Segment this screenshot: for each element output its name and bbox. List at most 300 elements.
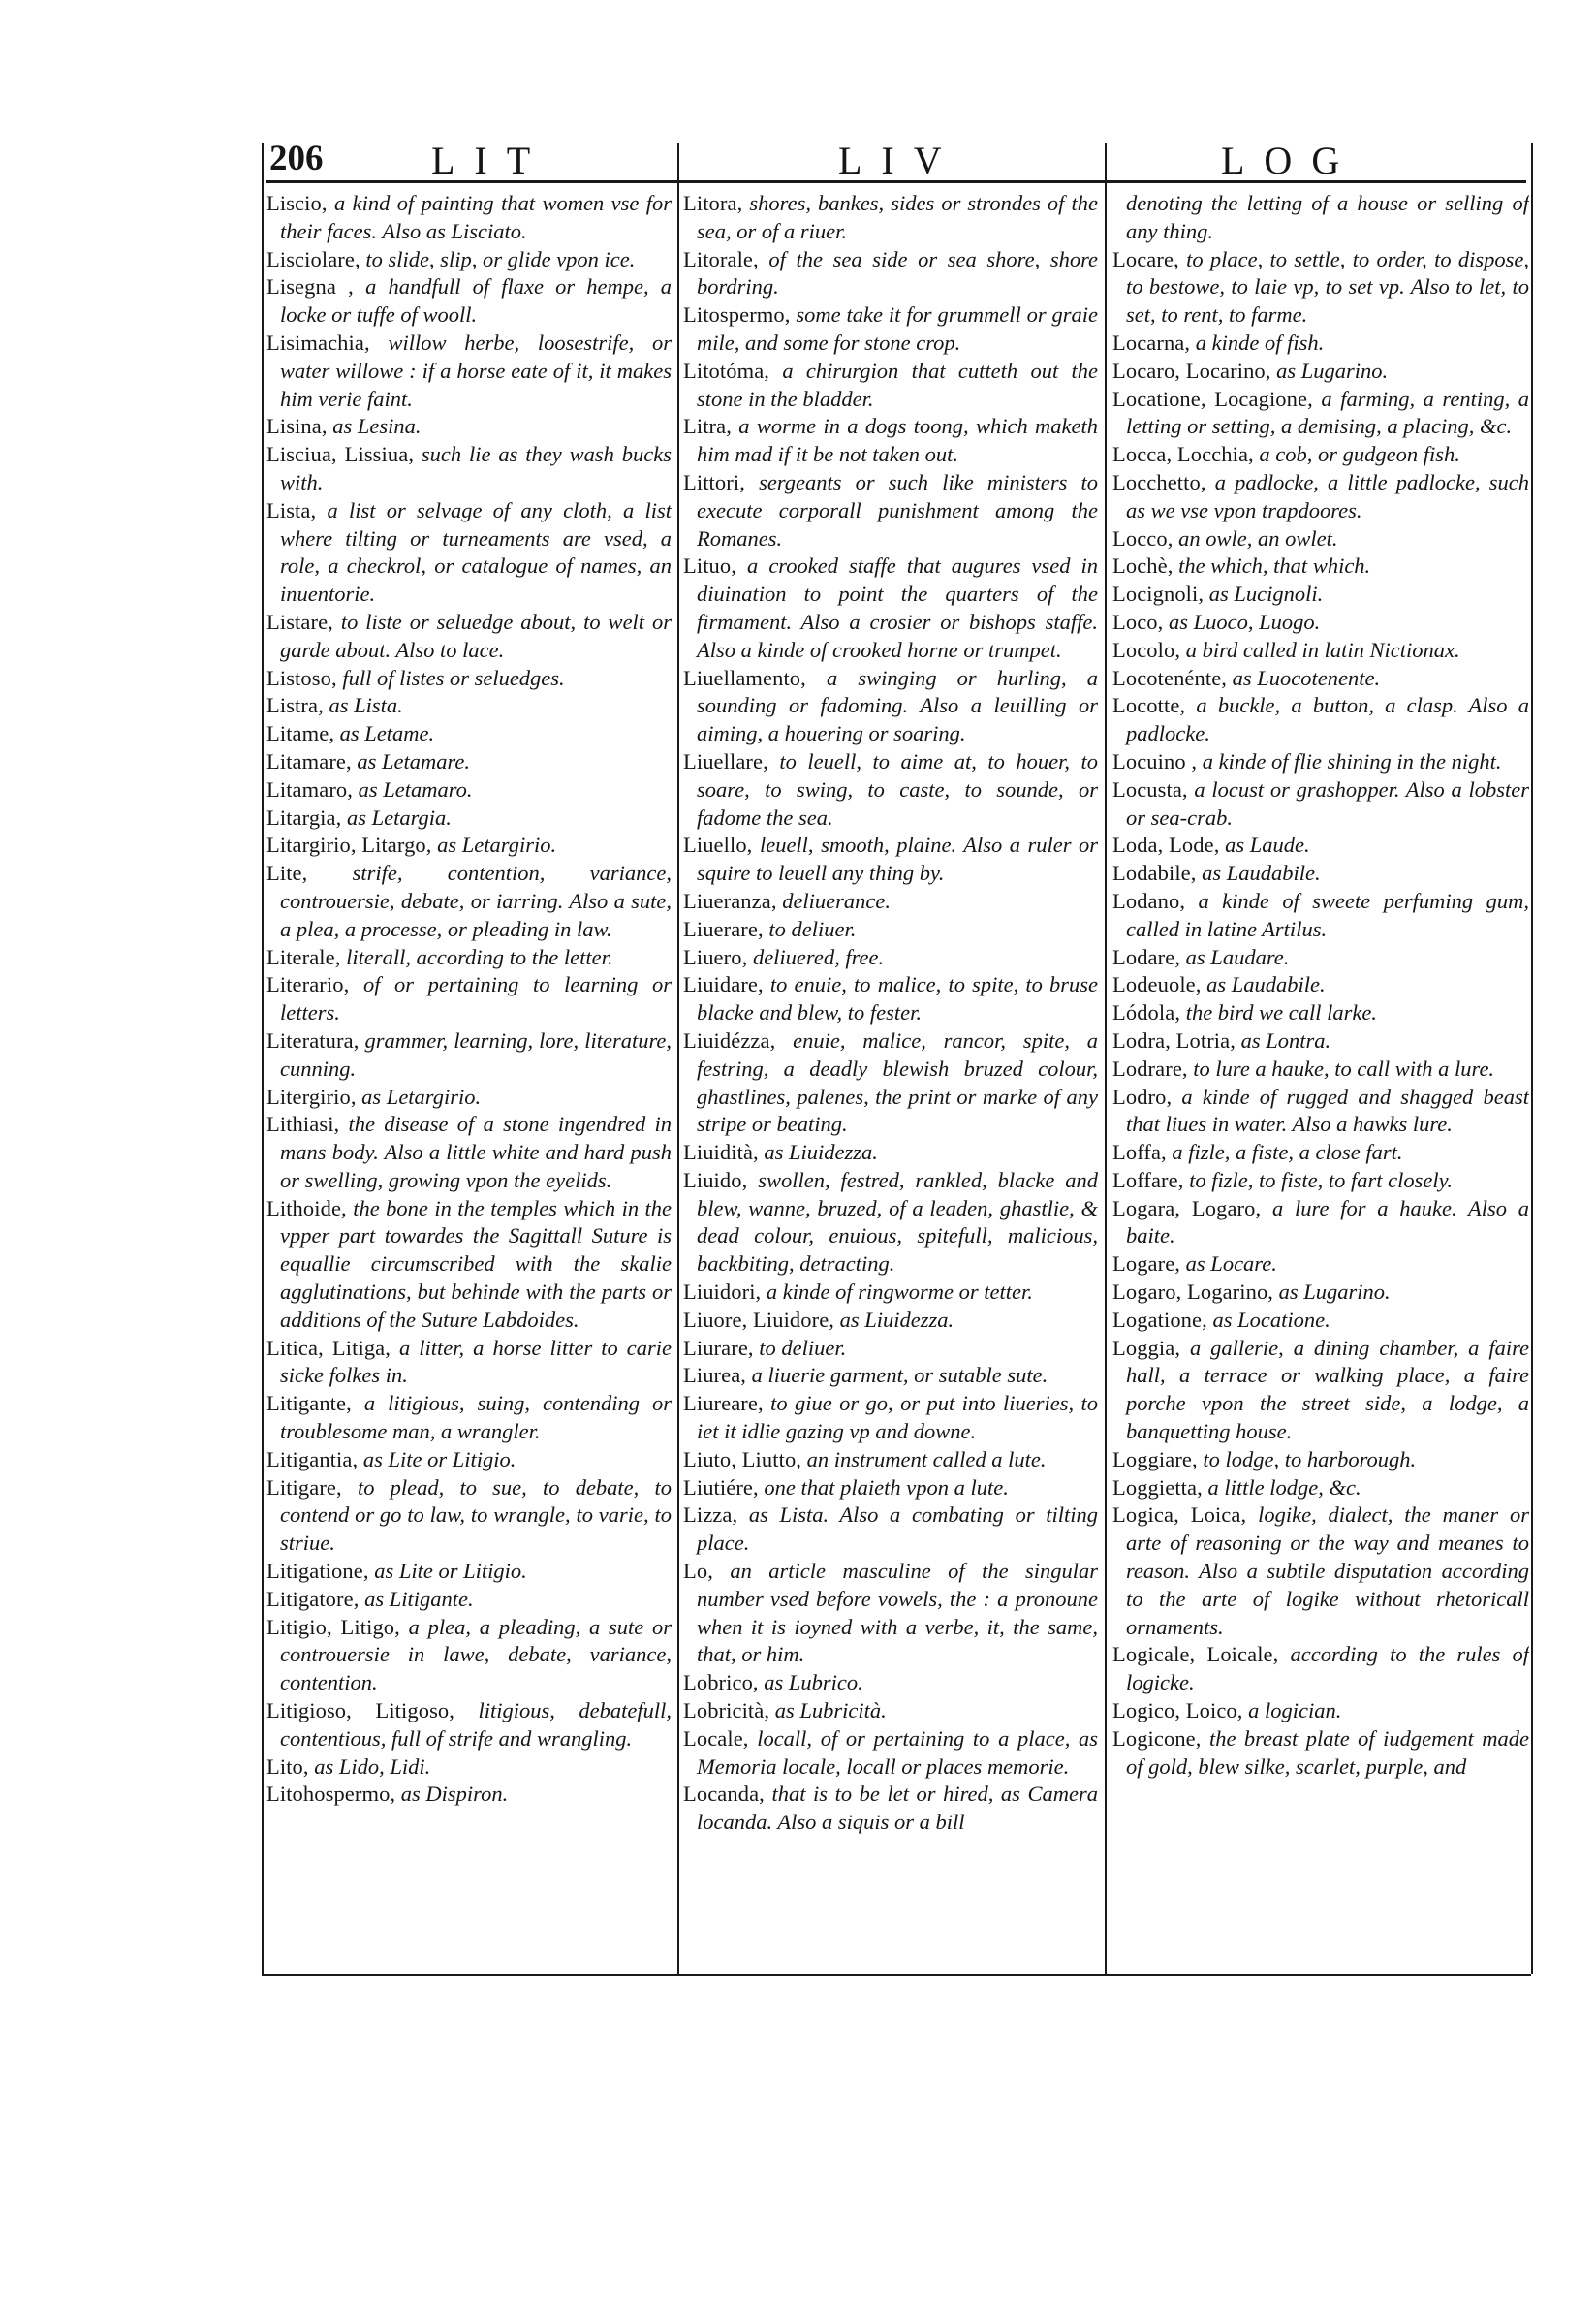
headword: Lodeuole,: [1112, 972, 1202, 997]
headword: Liuto, Liutto,: [683, 1446, 802, 1471]
dictionary-entry: [266, 246, 672, 274]
dictionary-entry: [1112, 748, 1529, 776]
headword: Loda, Lode,: [1112, 833, 1220, 858]
definition: a cob, or gudgeon fish.: [1259, 442, 1460, 467]
definition: a kinde of sweete perfuming gum, called in latine Artilus.: [1126, 888, 1529, 941]
definition: a logician.: [1248, 1698, 1342, 1723]
definition: strife, contention, variance, controuersie, debate, or iarring. Also a sute, a plea, a processe, or pleading in law.: [280, 861, 672, 941]
dictionary-entry: [266, 860, 672, 943]
dictionary-entry: [1112, 1279, 1529, 1307]
definition: an article masculine of the singular number vsed before vowels, the : a pronoune when it is ioyned with a verbe, it, the same, that, or him.: [697, 1559, 1098, 1667]
definition: a fizle, a fiste, a close fart.: [1172, 1140, 1403, 1165]
dictionary-entry: [683, 665, 1098, 748]
headword: Locotte,: [1112, 693, 1186, 718]
headword: Lithiasi,: [266, 1112, 340, 1137]
definition: literall, according to the letter.: [346, 944, 613, 969]
dictionary-entry: [266, 1474, 672, 1558]
headword: Lobricità,: [683, 1698, 770, 1723]
page-number: 206: [269, 139, 324, 178]
definition: to plead, to sue, to debate, to contend or go to law, to wrangle, to varie, to striue.: [280, 1474, 672, 1556]
dictionary-entry: [266, 1614, 672, 1697]
dictionary-entry: [1112, 1446, 1529, 1474]
definition: as Locare.: [1185, 1251, 1277, 1277]
dictionary-entry: [266, 190, 672, 246]
definition: as Laudabile.: [1206, 972, 1326, 997]
definition: as Lubricità.: [774, 1698, 887, 1723]
definition: to deliuer.: [768, 916, 857, 941]
definition: to giue or go, or put into liueries, to iet it idlie gazing vp and downe.: [697, 1391, 1098, 1444]
definition: as Lubrico.: [764, 1670, 863, 1695]
dictionary-entry: [683, 1501, 1098, 1558]
dictionary-entry: [266, 748, 672, 776]
headword: Loffa,: [1112, 1140, 1167, 1165]
dictionary-entry: [1112, 386, 1529, 442]
headword: Lodrare,: [1112, 1056, 1188, 1081]
headword: Litergirio,: [266, 1084, 357, 1109]
definition: to enuie, to malice, to spite, to bruse blacke and blew, to fester.: [697, 972, 1098, 1026]
headword: Locchetto,: [1112, 469, 1206, 494]
headword: Locotenénte,: [1112, 665, 1228, 690]
definition: to place, to settle, to order, to dispose, to bestowe, to laie vp, to set vp. Also to let, to set, to rent, to farme.: [1126, 246, 1529, 328]
dictionary-entry: [1112, 888, 1529, 944]
dictionary-entry: [1112, 1084, 1529, 1140]
dictionary-entry: [1112, 441, 1529, 469]
dictionary-entry: [1112, 1027, 1529, 1056]
dictionary-entry: [683, 301, 1098, 358]
dictionary-entry: [683, 413, 1098, 469]
dictionary-entry: [266, 441, 672, 497]
definition: a kind of painting that women vse for their faces. Also as Lisciato.: [280, 191, 672, 243]
definition: a little lodge, &c.: [1207, 1474, 1361, 1500]
dictionary-entry: [1112, 1335, 1529, 1446]
headword: Lobrico,: [683, 1670, 759, 1695]
definition: grammer, learning, lore, literature, cunning.: [280, 1027, 672, 1081]
dictionary-entry: [683, 246, 1098, 302]
headword: Litigatione,: [266, 1559, 369, 1584]
definition: sergeants or such like ministers to execute corporall punishment among the Romanes.: [697, 469, 1098, 551]
headword: Logaro, Logarino,: [1112, 1279, 1274, 1305]
definition: as Dispiron.: [400, 1782, 509, 1807]
headword: Lista,: [266, 497, 317, 522]
dictionary-entry: [1112, 1725, 1529, 1782]
definition: a lure for a hauke. Also a baite.: [1126, 1195, 1529, 1248]
headword: Lisciolare,: [266, 246, 360, 271]
dictionary-entry: [683, 469, 1098, 553]
definition: willow herbe, loosestrife, or water willowe : if a horse eate of it, it makes him verie faint.: [280, 330, 672, 411]
dictionary-entry: [266, 1111, 672, 1194]
headword: Liureare,: [683, 1391, 764, 1416]
definition: to lure a hauke, to call with a lure.: [1193, 1056, 1495, 1081]
dictionary-entry: [1112, 860, 1529, 888]
dictionary-entry: [266, 1697, 672, 1753]
definition: as Liuidezza.: [839, 1307, 954, 1332]
headword: Lochè,: [1112, 553, 1174, 579]
dictionary-entry: [683, 1446, 1098, 1474]
dictionary-entry: [266, 1558, 672, 1586]
definition: as Lista. Also a combating or tilting place.: [697, 1502, 1098, 1556]
dictionary-entry: [1112, 776, 1529, 833]
headword: Litotóma,: [683, 358, 770, 383]
headword: Loffare,: [1112, 1167, 1184, 1192]
headword: Loggietta,: [1112, 1474, 1203, 1500]
dictionary-entry: [683, 1390, 1098, 1446]
definition: a kinde of rugged and shagged beast that liues in water. Also a hawks lure.: [1126, 1084, 1529, 1137]
headword: Liuidori,: [683, 1279, 762, 1305]
headword: Littori,: [683, 469, 745, 494]
headword: Logico, Loico,: [1112, 1698, 1243, 1723]
definition: a kinde of fish.: [1195, 330, 1325, 355]
headword: Litigante,: [266, 1391, 352, 1416]
definition: as Letargirio.: [437, 833, 557, 858]
headword: Liurea,: [683, 1363, 747, 1388]
definition: a plea, a pleading, a sute or controuersie in lawe, debate, variance, contention.: [280, 1614, 672, 1695]
headword: Liuidézza,: [683, 1027, 776, 1053]
definition: the breast plate of iudgement made of gold, blew silke, scarlet, purple, and: [1126, 1725, 1529, 1779]
headword: Lodabile,: [1112, 861, 1197, 886]
definition: as Luocotenente.: [1232, 665, 1381, 690]
definition: the disease of a stone ingendred in mans body. Also a little white and hard push or swelling, growing vpon the eyelids.: [280, 1112, 672, 1192]
headword: Locignoli,: [1112, 582, 1205, 607]
dictionary-entry: [1112, 190, 1529, 246]
headword: Litargia,: [266, 805, 342, 830]
definition: as Lite or Litigio.: [374, 1559, 527, 1584]
dictionary-entry: [1112, 637, 1529, 665]
definition: as Locatione.: [1212, 1307, 1330, 1332]
definition: the bird we call larke.: [1185, 1000, 1377, 1026]
headword: Litora,: [683, 191, 743, 215]
headword: Lo,: [683, 1559, 713, 1584]
definition: logike, dialect, the maner or arte of reasoning or the way and meanes to reason. Also a subtile disputation according to the arte of logike without rhetoricall ornaments.: [1126, 1502, 1529, 1639]
headword: Literatura,: [266, 1027, 360, 1053]
headword: Lizza,: [683, 1502, 738, 1528]
definition: as Letamare.: [357, 748, 471, 774]
dictionary-entry: [266, 1195, 672, 1335]
definition: a list or selvage of any cloth, a list where tilting or turneaments are vsed, a role, a checkrol, or catalogue of names, an inuentorie.: [280, 497, 672, 607]
dictionary-entry: [266, 665, 672, 693]
dictionary-entry: [1112, 1056, 1529, 1084]
dictionary-entry: [1112, 469, 1529, 525]
definition: as Lugarino.: [1278, 1279, 1391, 1305]
headword: Locatione, Locagione,: [1112, 386, 1313, 411]
definition: enuie, malice, rancor, spite, a festring, a deadly blewish bruzed colour, ghastlines, palenes, the print or marke of any stripe or beating.: [697, 1027, 1098, 1137]
definition: as Lista.: [329, 693, 403, 718]
definition: shores, bankes, sides or strondes of the sea, or of a riuer.: [697, 191, 1098, 243]
dictionary-entry: [266, 692, 672, 720]
headword: Locuino ,: [1112, 748, 1198, 774]
headword: Litargirio, Litargo,: [266, 833, 432, 858]
definition: a liuerie garment, or sutable sute.: [751, 1363, 1048, 1388]
headword: Literario,: [266, 972, 350, 997]
dictionary-entry: [683, 1781, 1098, 1837]
definition: denoting the letting of a house or selling of any thing.: [1126, 191, 1529, 243]
headword: Listra,: [266, 693, 324, 718]
definition: swollen, festred, rankled, blacke and blew, wanne, bruzed, of a leaden, ghastlie, & dead colour, enuious, spitefull, malicious, backbiting, detracting.: [697, 1167, 1098, 1277]
dictionary-entry: [1112, 1307, 1529, 1335]
dictionary-entry: [683, 553, 1098, 664]
definition: a gallerie, a dining chamber, a faire hall, a terrace or walking place, a faire porche vpon the street side, a lodge, a banquetting house.: [1126, 1335, 1529, 1444]
column-rule: [262, 143, 264, 1974]
dictionary-entry: [266, 805, 672, 833]
dictionary-entry: [683, 748, 1098, 832]
definition: as Lido, Lidi.: [314, 1753, 431, 1779]
dictionary-entry: [683, 1697, 1098, 1725]
headword: Litigio, Litigo,: [266, 1614, 400, 1639]
dictionary-entry: [266, 1084, 672, 1112]
definition: as Lite or Litigio.: [362, 1446, 516, 1471]
headword: Lodano,: [1112, 888, 1186, 913]
headword: Locarna,: [1112, 330, 1191, 355]
dictionary-entry: [683, 1558, 1098, 1669]
headword: Locco,: [1112, 525, 1174, 551]
dictionary-entry: [266, 609, 672, 665]
definition: to lodge, to harborough.: [1203, 1446, 1417, 1471]
definition: an instrument called a lute.: [806, 1446, 1047, 1471]
dictionary-entry: [266, 273, 672, 330]
dictionary-entry: [683, 1139, 1098, 1167]
headword: Literale,: [266, 944, 341, 969]
guide-word-left: LIT: [431, 139, 550, 182]
headword: Litamaro,: [266, 776, 353, 802]
dictionary-entry: [266, 1335, 672, 1391]
headword: Liuidare,: [683, 972, 764, 997]
headword: Litigatore,: [266, 1586, 360, 1611]
dictionary-entry: [1112, 944, 1529, 972]
dictionary-entry: [683, 916, 1098, 944]
headword: Liuellamento,: [683, 665, 806, 690]
headword: Lódola,: [1112, 1000, 1181, 1026]
definition: such lie as they wash bucks with.: [280, 442, 672, 494]
headword: Locca, Locchia,: [1112, 442, 1254, 467]
headword: Liuello,: [683, 833, 753, 858]
dictionary-entry: [1112, 1195, 1529, 1251]
dictionary-entry: [1112, 999, 1529, 1027]
dictionary-entry: [683, 1167, 1098, 1279]
dictionary-entry: [1112, 1501, 1529, 1641]
definition: leuell, smooth, plaine. Also a ruler or squire to leuell any thing by.: [697, 833, 1098, 886]
dictionary-entry: [1112, 1167, 1529, 1195]
dictionary-entry: [1112, 1641, 1529, 1697]
headword: Lisegna ,: [266, 274, 354, 300]
headword: Locolo,: [1112, 637, 1181, 662]
dictionary-entry: [683, 190, 1098, 246]
headword: Loco,: [1112, 609, 1164, 634]
definition: to slide, slip, or glide vpon ice.: [365, 246, 636, 271]
headword: Locale,: [683, 1725, 749, 1751]
headword: Lisciua, Lissiua,: [266, 442, 415, 467]
definition: some take it for grummell or graie mile, and some for stone crop.: [697, 302, 1098, 355]
headword: Liuerare,: [683, 916, 764, 941]
headword: Liuero,: [683, 944, 748, 969]
dictionary-entry: [683, 1335, 1098, 1363]
definition: as Letargia.: [346, 805, 452, 830]
dictionary-entry: [266, 1753, 672, 1782]
dictionary-entry: [683, 944, 1098, 972]
headword: Logatione,: [1112, 1307, 1207, 1332]
dictionary-entry: [683, 358, 1098, 414]
headword: Loggia,: [1112, 1335, 1181, 1360]
definition: of or pertaining to learning or letters.: [280, 972, 672, 1026]
dictionary-entry: [266, 971, 672, 1027]
column-rule: [677, 143, 679, 1974]
definition: as Laudare.: [1185, 944, 1290, 969]
headword: Liuidità,: [683, 1140, 759, 1165]
headword: Locusta,: [1112, 776, 1188, 802]
definition: a kinde of flie shining in the night.: [1202, 748, 1502, 774]
dictionary-entry: [683, 1474, 1098, 1502]
definition: according to the rules of logicke.: [1126, 1642, 1529, 1695]
dictionary-entry: [1112, 358, 1529, 386]
definition: of the sea side or sea shore, shore bordring.: [697, 246, 1098, 300]
definition: a bird called in latin Nictionax.: [1185, 637, 1460, 662]
definition: a worme in a dogs toong, which maketh him mad if it be not taken out.: [697, 414, 1098, 467]
dictionary-entry: [266, 330, 672, 413]
headword: Locaro, Locarino,: [1112, 358, 1271, 383]
headword: Lodro,: [1112, 1084, 1173, 1109]
definition: to fizle, to fiste, to fart closely.: [1189, 1167, 1453, 1192]
dictionary-entry: [266, 832, 672, 860]
headword: Lodra, Lotria,: [1112, 1027, 1236, 1053]
headword: Logica, Loica,: [1112, 1502, 1247, 1528]
definition: a crooked staffe that augures vsed in diuination to point the quarters of the firmament. Also a crosier or bishops staffe. Also a kinde of crooked horne or trumpet.: [697, 553, 1098, 662]
dictionary-entry: [683, 1307, 1098, 1335]
dictionary-entry: [683, 1279, 1098, 1307]
column-rule: [1531, 143, 1533, 1974]
headword: Litospermo,: [683, 302, 791, 328]
dictionary-entry: [1112, 609, 1529, 637]
definition: the which, that which.: [1178, 553, 1371, 579]
definition: as Luoco, Luogo.: [1168, 609, 1321, 634]
guide-word-middle: LIV: [838, 139, 961, 182]
headword: Locanda,: [683, 1782, 765, 1807]
definition: as Liuidezza.: [764, 1140, 878, 1165]
definition: as Letamaro.: [358, 776, 473, 802]
definition: a kinde of ringworme or tetter.: [766, 1279, 1033, 1305]
dictionary-entry: [266, 1781, 672, 1809]
definition: a litigious, suing, contending or troublesome man, a wrangler.: [280, 1391, 672, 1444]
headword: Litorale,: [683, 246, 759, 271]
definition: to deliuer.: [759, 1335, 847, 1360]
definition: to liste or seluedge about, to welt or garde about. Also to lace.: [280, 609, 672, 662]
dictionary-entry: [266, 1446, 672, 1474]
headword: Liutiére,: [683, 1474, 759, 1500]
dictionary-entry: [1112, 692, 1529, 748]
dictionary-entry: [1112, 971, 1529, 999]
definition: a swinging or hurling, a sounding or fadoming. Also a leuilling or aiming, a houering or soaring.: [697, 665, 1098, 746]
dictionary-entry: [683, 1725, 1098, 1782]
definition: a padlocke, a little padlocke, such as we vse vpon trapdoores.: [1126, 469, 1529, 522]
dictionary-entry: [683, 1669, 1098, 1697]
definition: a chirurgion that cutteth out the stone in the bladder.: [697, 358, 1098, 411]
definition: a buckle, a button, a clasp. Also a padlocke.: [1126, 693, 1529, 746]
definition: to leuell, to aime at, to houer, to soare, to swing, to caste, to sounde, or fadome the sea.: [697, 748, 1098, 830]
bottom-rule: [262, 1974, 1531, 1976]
column-rule: [1105, 143, 1107, 1974]
definition: as Litigante.: [364, 1586, 474, 1611]
definition: as Lugarino.: [1276, 358, 1389, 383]
dictionary-entry: [266, 720, 672, 748]
headword: Liueranza,: [683, 888, 777, 913]
definition: as Letargirio.: [361, 1084, 482, 1109]
dictionary-entry: [266, 944, 672, 972]
dictionary-entry: [683, 832, 1098, 888]
headword: Lisina,: [266, 414, 328, 439]
column-left: [266, 190, 672, 1968]
headword: Litigare,: [266, 1474, 342, 1500]
dictionary-entry: [1112, 1474, 1529, 1502]
dictionary-entry: [1112, 832, 1529, 860]
headword: Listare,: [266, 609, 333, 634]
headword: Lithoide,: [266, 1195, 347, 1220]
definition: a handfull of flaxe or hempe, a locke or tuffe of wooll.: [280, 274, 672, 328]
headword: Logicone,: [1112, 1725, 1202, 1751]
column-right: [1112, 190, 1529, 1968]
dictionary-entry: [1112, 581, 1529, 609]
definition: as Lesina.: [332, 414, 422, 439]
headword: Lite,: [266, 861, 308, 886]
running-header: [266, 138, 1526, 183]
definition: as Lontra.: [1240, 1027, 1331, 1053]
definition: a litter, a horse litter to carie sicke folkes in.: [280, 1335, 672, 1388]
guide-word-right: LOG: [1221, 139, 1360, 182]
dictionary-entry: [1112, 246, 1529, 330]
headword: Litigantia,: [266, 1446, 359, 1471]
headword: Litica, Litiga,: [266, 1335, 391, 1360]
headword: Locare,: [1112, 246, 1179, 271]
dictionary-entry: [1112, 1139, 1529, 1167]
headword: Lito,: [266, 1753, 309, 1779]
definition: as Letame.: [339, 721, 435, 746]
headword: Litame,: [266, 721, 335, 746]
headword: Litigioso, Litigoso,: [266, 1698, 455, 1723]
headword: Listoso,: [266, 665, 337, 690]
headword: Logara, Logaro,: [1112, 1195, 1262, 1220]
definition: full of listes or seluedges.: [342, 665, 565, 690]
definition: a locust or grashopper. Also a lobster or sea-crab.: [1126, 776, 1529, 830]
dictionary-entry: [1112, 330, 1529, 358]
dictionary-entry: [683, 1362, 1098, 1390]
definition: one that plaieth vpon a lute.: [764, 1474, 1009, 1500]
definition: litigious, debatefull, contentious, full of strife and wrangling.: [280, 1698, 672, 1751]
definition: as Lucignoli.: [1208, 582, 1324, 607]
dictionary-entry: [266, 1390, 672, 1446]
dictionary-entry: [266, 1027, 672, 1084]
definition: as Laude.: [1225, 833, 1310, 858]
headword: Liurare,: [683, 1335, 754, 1360]
dictionary-entry: [1112, 665, 1529, 693]
dictionary-entry: [683, 888, 1098, 916]
dictionary-entry: [1112, 1250, 1529, 1279]
headword: Logicale, Loicale,: [1112, 1642, 1279, 1667]
definition: deliuered, free.: [752, 944, 885, 969]
headword: Liuido,: [683, 1167, 748, 1192]
definition: the bone in the temples which in the vpper part towardes the Sagittall Suture is equallie circumscribed with the skalie agglutinations, but behinde with the parts or additions of the Suture Labdoides.: [280, 1195, 672, 1332]
definition: locall, of or pertaining to a place, as Memoria locale, locall or places memorie.: [697, 1725, 1098, 1779]
dictionary-entry: [266, 497, 672, 609]
dictionary-entry: [266, 413, 672, 441]
headword: Liscio,: [266, 191, 328, 215]
headword: Lituo,: [683, 553, 736, 579]
headword: Litohospermo,: [266, 1782, 396, 1807]
definition: an owle, an owlet.: [1178, 525, 1338, 551]
definition: that is to be let or hired, as Camera locanda. Also a siquis or a bill: [697, 1782, 1098, 1835]
definition: as Laudabile.: [1202, 861, 1321, 886]
column-middle: [683, 190, 1098, 1968]
headword: Liuore, Liuidore,: [683, 1307, 835, 1332]
headword: Litamare,: [266, 748, 352, 774]
dictionary-entry: [683, 1027, 1098, 1139]
dictionary-entry: [266, 776, 672, 805]
headword: Lodare,: [1112, 944, 1181, 969]
